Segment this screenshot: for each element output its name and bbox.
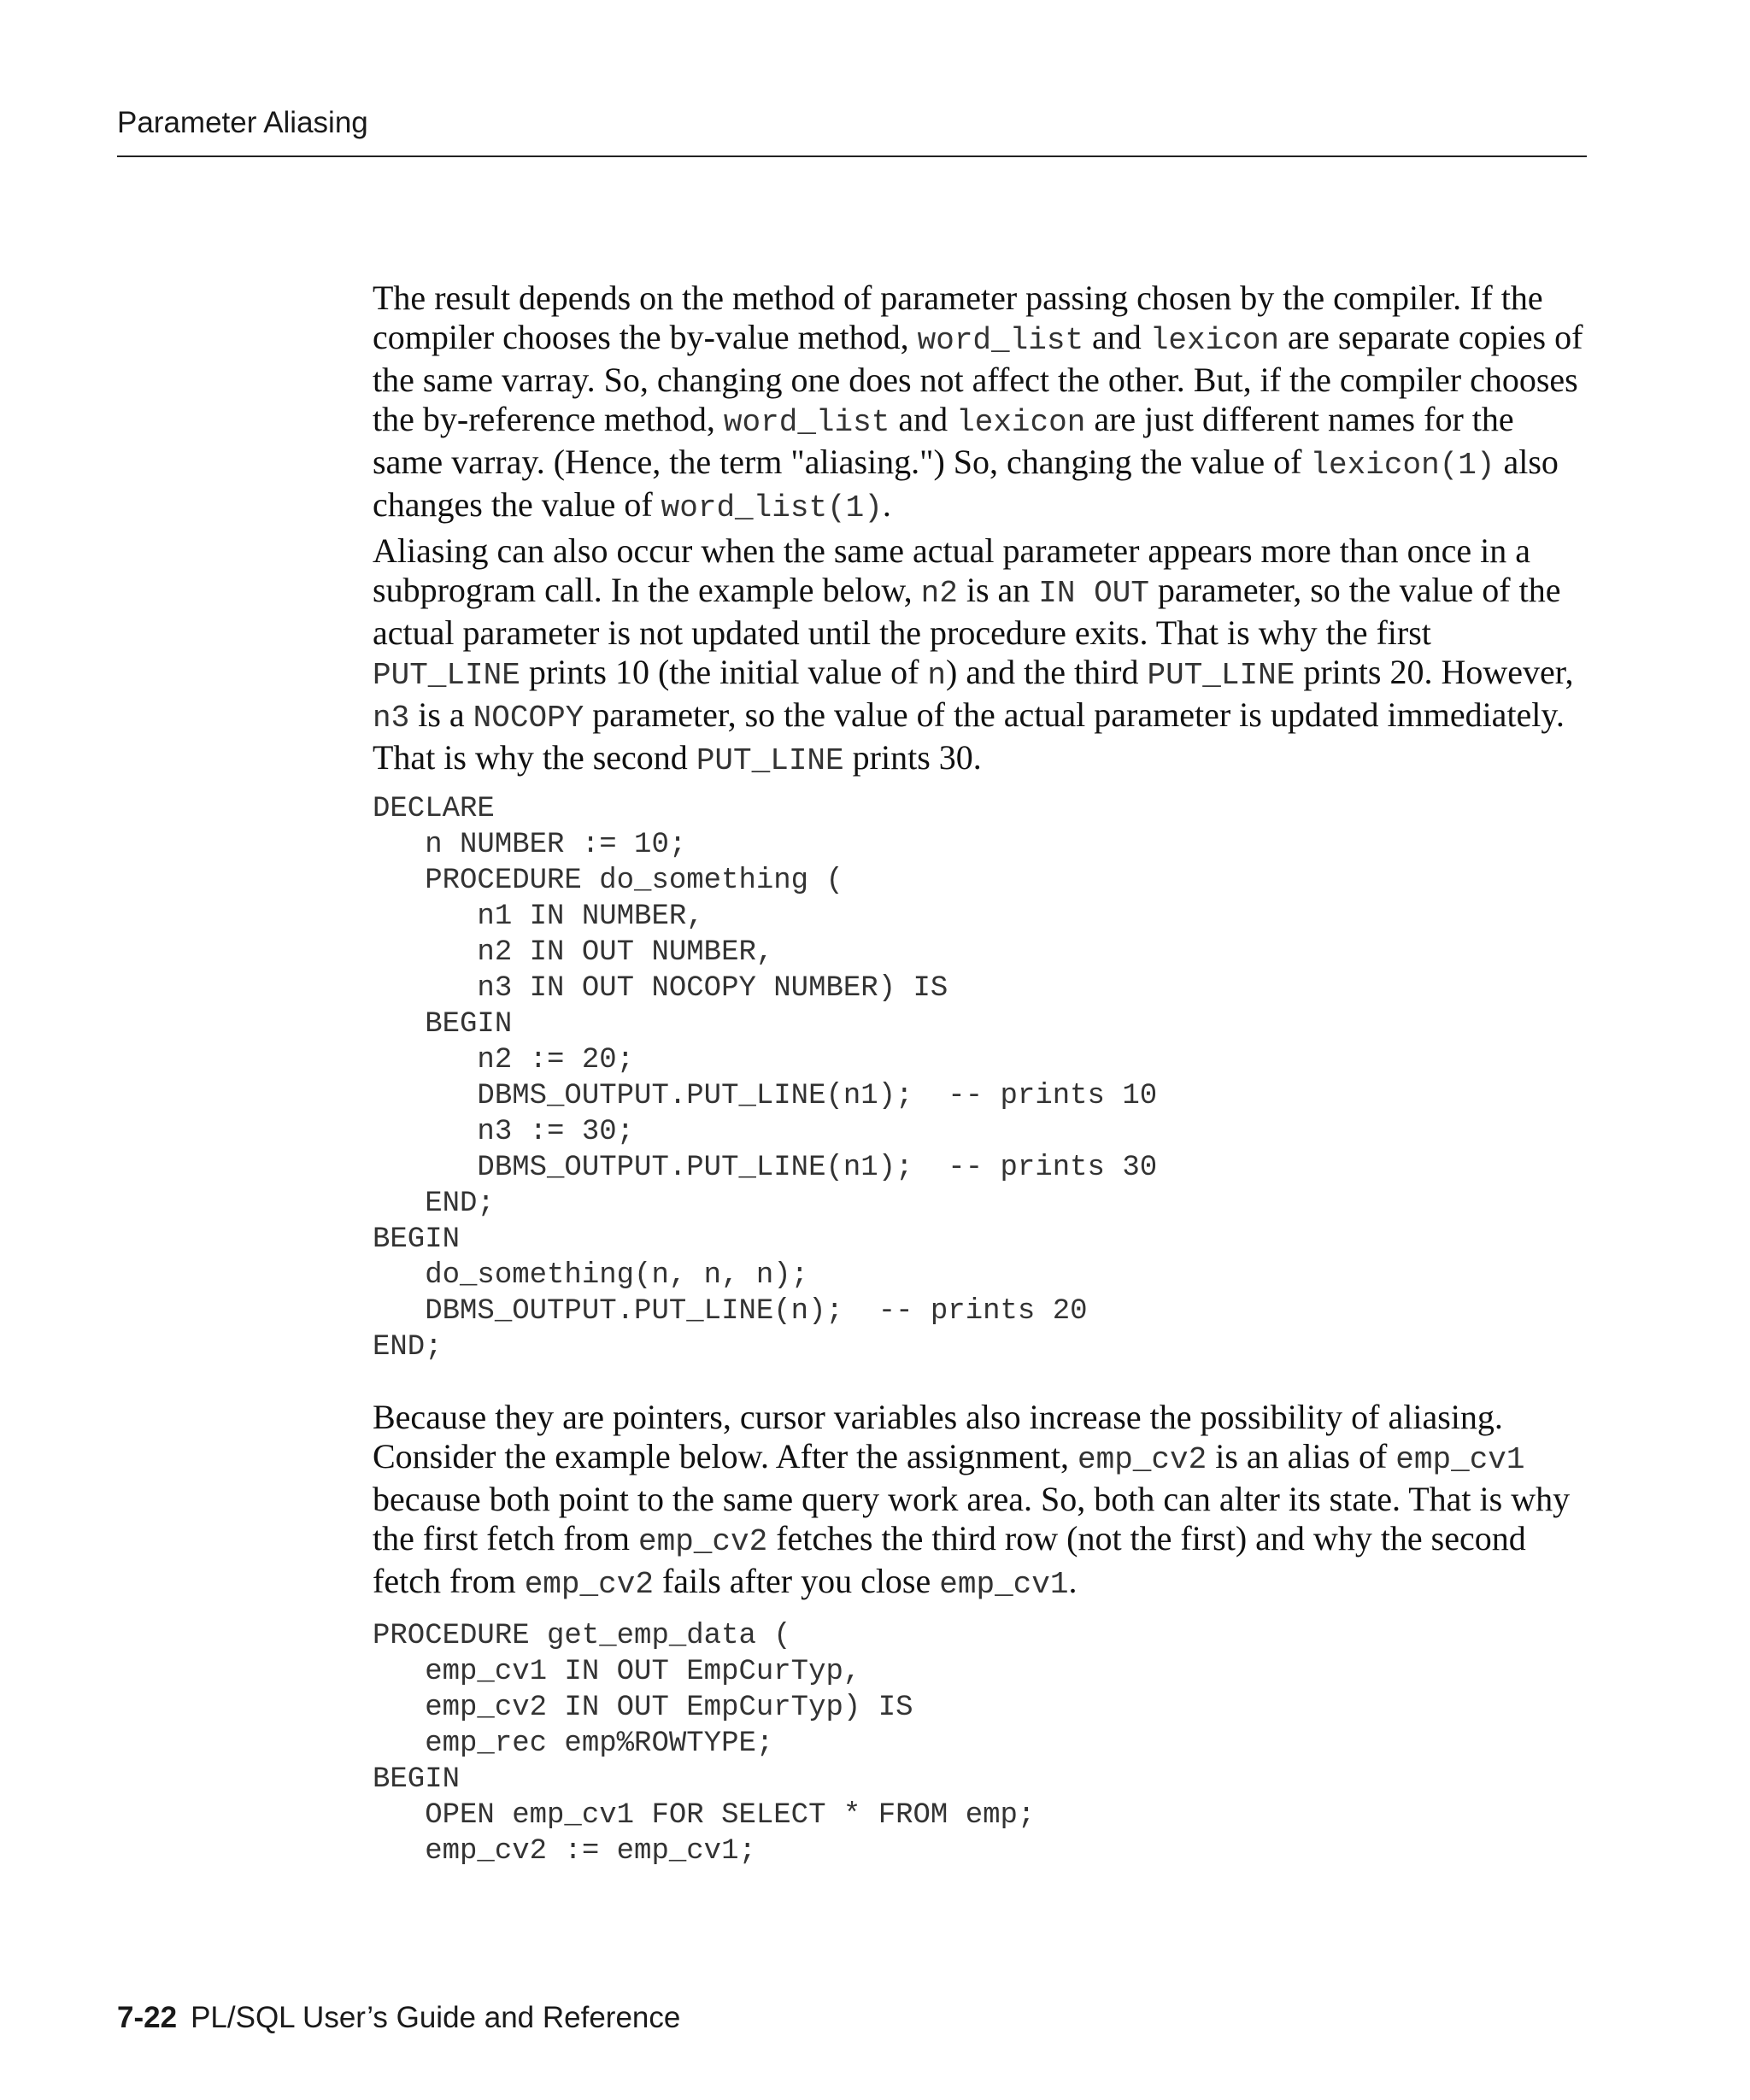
inline-code: emp_cv2 (1077, 1442, 1207, 1477)
page-number: 7-22 (117, 2001, 178, 2034)
text-run: Aliasing can also occur when the same actual parameter appears more than once in a subprogram call. In the example below, (373, 531, 1530, 609)
inline-code: word_list (723, 405, 890, 440)
text-run: and (890, 400, 957, 438)
paragraph-cursor-variables (373, 1398, 1587, 1604)
text-run: prints 20. However, (1295, 653, 1574, 691)
inline-code: word_list (917, 323, 1084, 358)
inline-code: NOCOPY (473, 701, 584, 736)
header-rule (117, 155, 1587, 157)
text-run: Because they are pointers, cursor variables also increase the possibility of aliasing. Consider the example below. After the assignment, (373, 1398, 1503, 1475)
inline-code: PUT_LINE (373, 658, 520, 693)
text-run: parameter, so the value of the actual parameter is not updated until the procedure exits. That is why the first (373, 571, 1561, 652)
code-block-get-emp-data: PROCEDURE get_emp_data ( emp_cv1 IN OUT EmpCurTyp, emp_cv2 IN OUT EmpCurTyp) IS emp_rec emp%ROWTYPE; BEGIN OPEN emp_cv1 FOR SELECT * FROM emp; emp_cv2 := emp_cv1; (373, 1620, 1036, 1868)
running-header: Parameter Aliasing (117, 106, 368, 139)
inline-code: emp_cv2 (524, 1567, 654, 1602)
inline-code: word_list(1) (661, 490, 883, 525)
paragraph-aliasing-in-out (373, 531, 1587, 781)
inline-code: emp_cv2 (638, 1524, 768, 1559)
inline-code: lexicon (956, 405, 1086, 440)
text-run: fetches the third row (not the first) and why the second fetch from (373, 1519, 1526, 1600)
inline-code: n (927, 658, 946, 693)
inline-code: lexicon (1149, 323, 1280, 358)
text-run: . (1068, 1562, 1078, 1600)
inline-code: PUT_LINE (1147, 658, 1295, 693)
text-run: parameter, so the value of the actual parameter is updated immediately. That is why the second (373, 695, 1565, 777)
inline-code: PUT_LINE (696, 743, 844, 778)
text-run: ) and the third (946, 653, 1148, 691)
text-run: . (882, 485, 891, 524)
text-run: are just different names for the same varray. (Hence, the term "aliasing.") So, changing the value of (373, 400, 1514, 481)
inline-code: emp_cv1 (1395, 1442, 1525, 1477)
text-run: is an alias of (1207, 1437, 1396, 1475)
book-title: PL/SQL User’s Guide and Reference (191, 2001, 681, 2034)
inline-code: IN OUT (1038, 576, 1149, 611)
inline-code: lexicon(1) (1310, 448, 1495, 483)
text-run: because both point to the same query work area. So, both can alter its state. That is why the first fetch from (373, 1480, 1571, 1557)
code-block-declare-example: DECLARE n NUMBER := 10; PROCEDURE do_something ( n1 IN NUMBER, n2 IN OUT NUMBER, n3 IN OUT NOCOPY NUMBER) IS BEGIN n2 := 20; DBMS_OUTPUT.PUT_LINE(n1); -- prints 10 n3 := 30; DBMS_OUTPUT.PUT_LINE(n1); -- prints 30 END; BEGIN do_something(n, n, n); DBMS_OUTPUT.PUT_LINE(n); -- prints 20 END; (373, 793, 1158, 1364)
text-run: is a (409, 695, 473, 734)
text-run: is an (957, 571, 1039, 609)
inline-code: n2 (920, 576, 958, 611)
paragraph-by-value-vs-by-reference (373, 279, 1587, 528)
inline-code: n3 (373, 701, 410, 736)
text-run: The result depends on the method of parameter passing chosen by the compiler. If the compiler chooses the by-value method, (373, 279, 1543, 356)
text-run: also changes the value of (373, 443, 1559, 524)
text-run: prints 10 (the initial value of (520, 653, 928, 691)
text-run: and (1083, 318, 1150, 356)
text-run: are separate copies of the same varray. So, changing one does not affect the other. But, if the compiler chooses the by-reference method, (373, 318, 1583, 438)
inline-code: emp_cv1 (939, 1567, 1069, 1602)
page-footer (117, 2001, 680, 2035)
text-run: fails after you close (653, 1562, 940, 1600)
text-run: prints 30. (843, 738, 982, 777)
